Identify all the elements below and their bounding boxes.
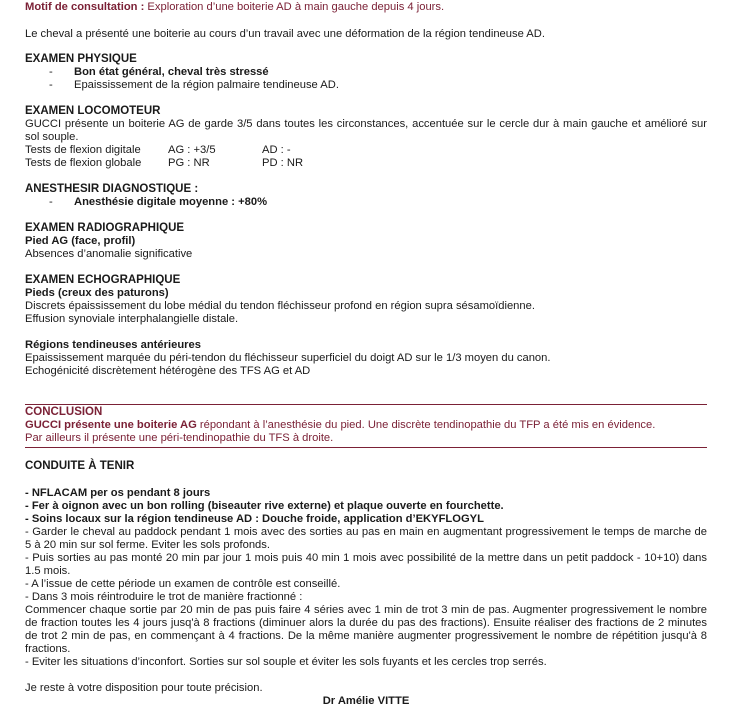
- consultation-reason-text: Exploration d’une boiterie AD à main gauche depuis 4 jours.: [144, 1, 445, 13]
- consultation-reason: [25, 1, 444, 14]
- bullet-text: Bon état général, cheval très stressé: [74, 66, 269, 78]
- section-title-anesthesie: ANESTHESIR DIAGNOSTIQUE :: [25, 183, 199, 195]
- section-title-echo: EXAMEN ECHOGRAPHIQUE: [25, 274, 181, 286]
- conclusion-rest: répondant à l’anesthésie du pied. Une discrète tendinopathie du TFP a été mis en évidence.: [196, 419, 656, 431]
- echo-subtitle: Régions tendineuses antérieures: [25, 339, 201, 351]
- flexion-pg: PG : NR: [168, 157, 210, 169]
- locomoteur-text: GUCCI présente un boiterie AG de garde 3/5 dans toutes les circonstances, accentuée sur le cercle dur à main gauche et amélioré sur sol souple.: [25, 118, 707, 143]
- section-title-physique: EXAMEN PHYSIQUE: [25, 53, 137, 65]
- bullet-item: [25, 79, 707, 92]
- radio-text: Absences d’anomalie significative: [25, 248, 193, 260]
- flexion-ag: AG : +3/5: [168, 144, 216, 156]
- conclusion-bold: GUCCI présente une boiterie AG: [25, 419, 197, 431]
- section-title-radio: EXAMEN RADIOGRAPHIQUE: [25, 222, 185, 234]
- closing-text: Je reste à votre disposition pour toute précision.: [25, 682, 263, 694]
- flexion-row-globale: [25, 157, 707, 170]
- treatment-paragraph: - Dans 3 mois réintroduire le trot de manière fractionné :: [25, 591, 303, 603]
- treatment-bold: - Soins locaux sur la région tendineuse AD : Douche froide, application d’EKYFLOGYL: [25, 513, 484, 525]
- echo-line: Effusion synoviale interphalangielle distale.: [25, 313, 239, 325]
- treatment-paragraph: - Eviter les situations d’inconfort. Sorties sur sol souple et éviter les sols fuyants et les cercles trop serrés.: [25, 656, 547, 668]
- treatment-paragraph: - Garder le cheval au paddock pendant 1 mois avec des sorties au pas en main en augmentant progressivement le temps de marche de 5 à 20 min sur sol ferme. Eviter les sols profonds.: [25, 526, 707, 551]
- flexion-label: Tests de flexion digitale: [25, 144, 141, 156]
- consultation-reason-label: Motif de consultation :: [25, 1, 145, 13]
- flexion-ad: AD : -: [262, 144, 291, 156]
- section-title-conduite: CONDUITE À TENIR: [25, 460, 135, 472]
- bullet-item: [25, 196, 707, 209]
- flexion-label: Tests de flexion globale: [25, 157, 142, 169]
- bullet-item: [25, 66, 707, 79]
- treatment-paragraph: - Puis sorties au pas monté 20 min par jour 1 mois puis 40 min 1 mois avec possibilité de la mettre dans un petit paddock - 10+10) dans 1.5 mois.: [25, 552, 707, 577]
- echo-line: Discrets épaississement du lobe médial du tendon fléchisseur profond en région supra sésamoïdienne.: [25, 300, 535, 312]
- conclusion-line: [25, 419, 655, 432]
- treatment-bold: - Fer à oignon avec un bon rolling (biseauter rive externe) et plaque ouverte en fourchette.: [25, 500, 504, 512]
- treatment-paragraph: - A l’issue de cette période un examen de contrôle est conseillé.: [25, 578, 341, 590]
- flexion-row-digitale: [25, 144, 707, 157]
- echo-line: Epaississement marquée du péri-tendon du fléchisseur superficiel du doigt AD sur le 1/3 moyen du canon.: [25, 352, 551, 364]
- intro-text: Le cheval a présenté une boiterie au cours d’un travail avec une déformation de la région tendineuse AD.: [25, 28, 545, 40]
- divider-top: [25, 404, 707, 405]
- echo-line: Echogénicité discrètement hétérogène des TFS AG et AD: [25, 365, 311, 377]
- bullet-text: Epaississement de la région palmaire tendineuse AD.: [74, 79, 339, 91]
- conclusion-title: CONCLUSION: [25, 406, 103, 418]
- divider-bottom: [25, 447, 707, 448]
- bullet-dash: -: [49, 196, 53, 208]
- echo-subtitle: Pieds (creux des paturons): [25, 287, 169, 299]
- bullet-text: Anesthésie digitale moyenne : +80%: [74, 196, 268, 208]
- bullet-dash: -: [49, 79, 53, 91]
- signature: Dr Amélie VITTE: [322, 695, 410, 707]
- flexion-pd: PD : NR: [262, 157, 304, 169]
- treatment-bold: - NFLACAM per os pendant 8 jours: [25, 487, 211, 499]
- treatment-paragraph: Commencer chaque sortie par 20 min de pas puis faire 4 séries avec 1 min de trot 3 min de pas. Augmenter progressivement le nombre de fraction toutes les 4 jours jusq'à 8 fractions (diminuer alors la durée du pas des fractions). Ensuite réaliser des fractions de 2 minutes de trot 2 min de pas, en commençant à 4 fractions. De la même manière augmenter progressivement le nombre de répétition jusqu'à 8 fractions.: [25, 604, 707, 655]
- radio-subtitle: Pied AG (face, profil): [25, 235, 136, 247]
- section-title-locomoteur: EXAMEN LOCOMOTEUR: [25, 105, 161, 117]
- bullet-dash: -: [49, 66, 53, 78]
- conclusion-line-2: Par ailleurs il présente une péri-tendinopathie du TFS à droite.: [25, 432, 334, 444]
